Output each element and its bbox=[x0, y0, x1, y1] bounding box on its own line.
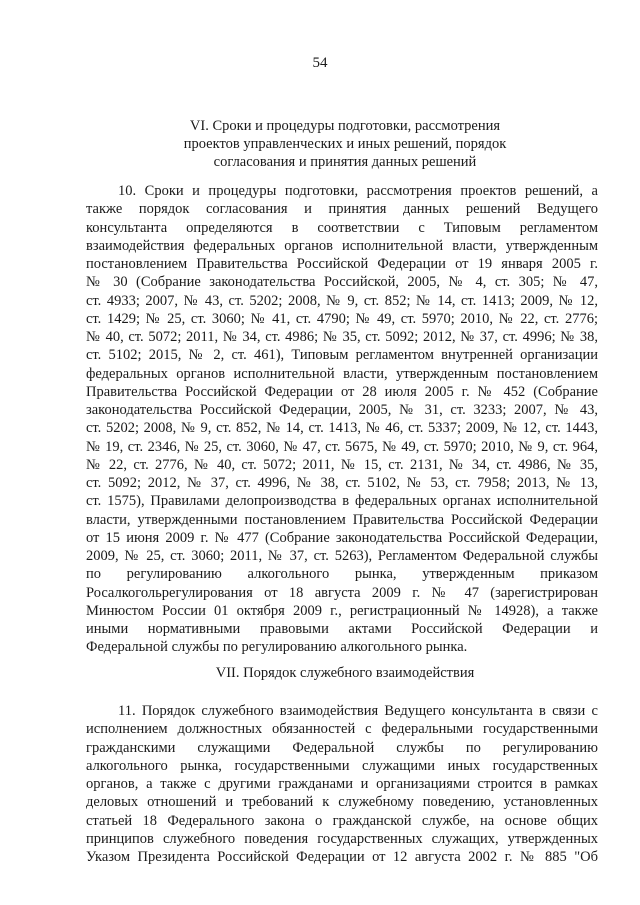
paragraph-10 bbox=[86, 182, 598, 657]
paragraph-11 bbox=[86, 702, 598, 866]
paragraph-line: гражданскими служащими Федеральной службы по регулированию bbox=[86, 739, 598, 756]
paragraph-line: Росалкогольрегулирования от 18 августа 2009 г. № 47 (зарегистрирован bbox=[86, 584, 598, 601]
paragraph-line: № 40, ст. 5072; 2011, № 34, ст. 4986; № 35, ст. 5092; 2012, № 37, ст. 4996; № 38, bbox=[86, 329, 598, 345]
heading-line: VII. Порядок служебного взаимодействия bbox=[215, 665, 475, 681]
paragraph-line: 2009, № 25, ст. 3060; 2011, № 37, ст. 5263), Регламентом Федеральной службы bbox=[86, 548, 598, 564]
page-number: 54 bbox=[312, 55, 328, 71]
paragraph-line: исполнением должностных обязанностей с федеральными государственными bbox=[86, 721, 598, 738]
heading-line: согласования и принятия данных решений bbox=[213, 154, 477, 170]
paragraph-line: 11. Порядок служебного взаимодействия Ведущего консультанта в связи с bbox=[118, 703, 598, 719]
paragraph-line: постановлением Правительства Российской Федерации от 19 января 2005 г. bbox=[86, 256, 598, 272]
paragraph-line: власти, утвержденными постановлением Правительства Российской Федерации bbox=[86, 511, 598, 528]
paragraph-line: деловых отношений и требований к служебному поведению, установленных bbox=[86, 794, 598, 811]
paragraph-line: 10. Сроки и процедуры подготовки, рассмотрения проектов решений, а bbox=[118, 183, 598, 199]
paragraph-line: взаимодействия федеральных органов исполнительной власти, утвержденным bbox=[86, 237, 598, 254]
paragraph-line: от 15 июня 2009 г. № 477 (Собрание законодательства Российской Федерации, bbox=[86, 529, 598, 546]
paragraph-line: по регулированию алкогольного рынка, утвержденным приказом bbox=[86, 566, 598, 583]
paragraph-line: № 22, ст. 2776, № 40, ст. 5072; 2011, № 15, ст. 2131, № 34, ст. 4986, № 35, bbox=[86, 456, 598, 473]
paragraph-line: ст. 4933; 2007, № 43, ст. 5202; 2008, № 9, ст. 852; № 14, ст. 1413; 2009, № 12, bbox=[86, 292, 598, 309]
paragraph-line: также порядок согласования и принятия данных решений Ведущего bbox=[86, 201, 598, 218]
paragraph-line: статьей 18 Федерального закона о гражданской службе, на основе общих bbox=[86, 812, 598, 829]
paragraph-line: консультанта определяются в соответствии с Типовым регламентом bbox=[86, 219, 598, 236]
paragraph-line: Правительства Российской Федерации от 28 июля 2005 г. № 452 (Собрание bbox=[86, 383, 598, 400]
paragraph-line: ст. 5202; 2008, № 9, ст. 852, № 14, ст. 1413, № 46, ст. 5337; 2009, № 12, ст. 1443, bbox=[86, 420, 598, 437]
paragraph-line: ст. 5092; 2012, № 37, ст. 4996, № 38, ст. 5102, № 53, ст. 7958; 2013, № 13, bbox=[86, 475, 598, 491]
heading-line: проектов управленческих и иных решений, порядок bbox=[183, 136, 507, 152]
section-6-heading bbox=[0, 117, 640, 171]
paragraph-line: Минюстом России 01 октября 2009 г., регистрационный № 14928), а также bbox=[86, 602, 598, 619]
paragraph-line: ст. 5102; 2015, № 2, ст. 461), Типовым регламентом внутренней организации bbox=[86, 347, 598, 364]
paragraph-line: ст. 1429; № 25, ст. 3060; № 41, ст. 4790; № 49, ст. 5970; 2010, № 22, ст. 2776; bbox=[86, 310, 598, 327]
paragraph-line: принципов служебного поведения государственных служащих, утвержденных bbox=[86, 830, 598, 847]
paragraph-line: ст. 1575), Правилами делопроизводства в федеральных органах исполнительной bbox=[86, 493, 598, 510]
paragraph-line: № 19, ст. 2346, № 25, ст. 3060, № 47, ст. 5675, № 49, ст. 5970; 2010, № 9, ст. 964, bbox=[86, 438, 598, 455]
heading-line: VI. Сроки и процедуры подготовки, рассмотрения bbox=[189, 118, 501, 134]
paragraph-line: № 30 (Собрание законодательства Российской, 2005, № 4, ст. 305; № 47, bbox=[86, 274, 598, 291]
paragraph-line: Федеральной службы по регулированию алкогольного рынка. bbox=[86, 639, 468, 656]
paragraph-line: федеральных органов исполнительной власти, утвержденным постановлением bbox=[86, 365, 598, 382]
section-7-heading bbox=[0, 664, 640, 682]
paragraph-line: алкогольного рынка, государственными служащими иных государственных bbox=[86, 757, 598, 774]
paragraph-line: органов, а также с другими гражданами и организациями строится в рамках bbox=[86, 776, 598, 792]
paragraph-line: Указом Президента Российской Федерации от 12 августа 2002 г. № 885 "Об bbox=[86, 849, 598, 865]
paragraph-line: законодательства Российской Федерации, 2005, № 31, ст. 3233; 2007, № 43, bbox=[86, 402, 598, 418]
paragraph-line: иными нормативными правовыми актами Российской Федерации и bbox=[86, 621, 598, 637]
